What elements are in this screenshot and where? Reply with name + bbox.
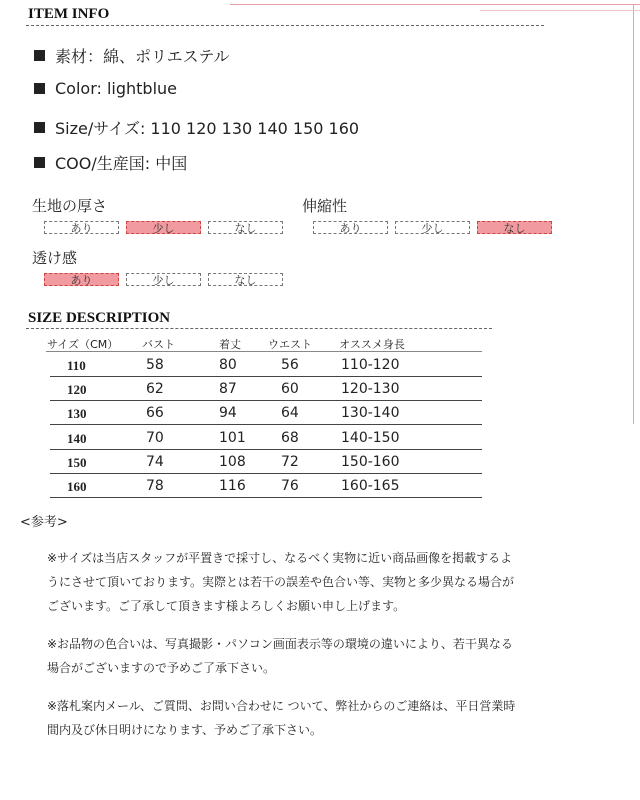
note-line: うにさせて頂いております。実際とは若干の誤差や色合い等、実物と多少異なる場合が xyxy=(47,575,515,589)
table-cell-length: 94 xyxy=(219,405,237,421)
table-cell-length: 80 xyxy=(219,357,237,373)
attr-thickness-title: 生地の厚さ xyxy=(32,197,108,215)
row-divider xyxy=(50,497,482,498)
table-cell-waist: 68 xyxy=(281,430,299,446)
note-line: ※お品物の色合いは、写真撮影・パソコン画面表示等の環境の違いにより、若干異なる xyxy=(47,637,513,651)
attr-thickness-option-nashi: なし xyxy=(208,221,283,234)
attr-thickness-option-sukoshi: 少し xyxy=(126,221,201,234)
table-cell-length: 108 xyxy=(219,454,246,470)
item-info-divider xyxy=(26,25,544,26)
attr-stretch-option-nashi: なし xyxy=(477,221,552,234)
table-row-size: 110 xyxy=(67,358,86,373)
table-cell-bust: 78 xyxy=(146,478,164,494)
bullet-text: COO/生産国: 中国 xyxy=(55,154,188,173)
table-cell-bust: 62 xyxy=(146,381,164,397)
note-line: ございます。ご了承して頂きます様よろしくお願い申し上げます。 xyxy=(47,599,406,613)
table-cell-height: 120-130 xyxy=(341,381,400,397)
size-description-heading: SIZE DESCRIPTION xyxy=(28,310,171,326)
row-divider xyxy=(50,449,482,450)
header-underline xyxy=(46,351,482,352)
table-cell-bust: 66 xyxy=(146,405,164,421)
table-cell-waist: 76 xyxy=(281,478,299,494)
table-cell-bust: 74 xyxy=(146,454,164,470)
table-cell-height: 160-165 xyxy=(341,478,400,494)
note-line: 場合がございますので予めご了承下さい。 xyxy=(47,661,276,675)
bullet-square-icon xyxy=(34,83,45,94)
attr-stretch-title: 伸縮性 xyxy=(302,197,348,215)
table-cell-height: 140-150 xyxy=(341,430,400,446)
row-divider xyxy=(50,376,482,377)
table-cell-waist: 72 xyxy=(281,454,299,470)
note-line: ※サイズは当店スタッフが平置きで採寸し、なるべく実物に近い商品画像を掲載するよ xyxy=(47,551,513,565)
bullet-text: Size/サイズ: 110 120 130 140 150 160 xyxy=(55,119,360,138)
table-cell-waist: 64 xyxy=(281,405,299,421)
decor-line-top xyxy=(230,4,640,5)
table-cell-length: 116 xyxy=(219,478,246,494)
attr-stretch-option-sukoshi: 少し xyxy=(395,221,470,234)
attr-thickness-option-ari: あり xyxy=(44,221,119,234)
bullet-material xyxy=(34,44,230,67)
decor-line-right xyxy=(633,4,634,424)
row-divider xyxy=(50,424,482,425)
item-info-heading: ITEM INFO xyxy=(28,6,110,22)
col-header-bust: バスト xyxy=(142,338,175,351)
table-cell-height: 150-160 xyxy=(341,454,400,470)
col-header-height: オススメ身長 xyxy=(339,338,405,351)
table-row-size: 160 xyxy=(67,479,87,494)
note-line: ※落札案内メール、ご質問、お問い合わせに ついて、弊社からのご連絡は、平日営業時 xyxy=(47,699,516,713)
bullet-text: 素材：綿、ポリエステル xyxy=(55,47,230,66)
table-row-size: 130 xyxy=(67,406,87,421)
attr-sheer-option-nashi: なし xyxy=(208,273,283,286)
notes-label: <参考> xyxy=(20,515,68,530)
table-cell-bust: 58 xyxy=(146,357,164,373)
table-row-size: 120 xyxy=(67,382,87,397)
bullet-square-icon xyxy=(34,122,45,133)
table-cell-bust: 70 xyxy=(146,430,164,446)
table-cell-height: 110-120 xyxy=(341,357,400,373)
col-header-length: 着丈 xyxy=(219,338,241,351)
decor-line-top2 xyxy=(480,10,640,11)
table-cell-length: 87 xyxy=(219,381,237,397)
table-cell-waist: 60 xyxy=(281,381,299,397)
attr-stretch-option-ari: あり xyxy=(313,221,388,234)
row-divider xyxy=(50,400,482,401)
table-cell-length: 101 xyxy=(219,430,246,446)
col-header-waist: ウエスト xyxy=(268,338,312,351)
bullet-coo xyxy=(34,151,187,174)
note-line: 間内及び休日明けになります、予めご了承下さい。 xyxy=(47,723,323,737)
size-description-divider xyxy=(26,328,492,329)
table-cell-height: 130-140 xyxy=(341,405,400,421)
attr-sheer-title: 透け感 xyxy=(32,249,78,267)
bullet-square-icon xyxy=(34,50,45,61)
bullet-size xyxy=(34,116,359,139)
bullet-color xyxy=(34,79,177,98)
table-row-size: 140 xyxy=(67,431,87,446)
col-header-size: サイズ（CM） xyxy=(47,338,119,351)
bullet-text: Color: lightblue xyxy=(55,79,178,98)
attr-sheer-option-sukoshi: 少し xyxy=(126,273,201,286)
bullet-square-icon xyxy=(34,157,45,168)
table-row-size: 150 xyxy=(67,455,87,470)
row-divider xyxy=(50,473,482,474)
attr-sheer-option-ari: あり xyxy=(44,273,119,286)
table-cell-waist: 56 xyxy=(281,357,299,373)
